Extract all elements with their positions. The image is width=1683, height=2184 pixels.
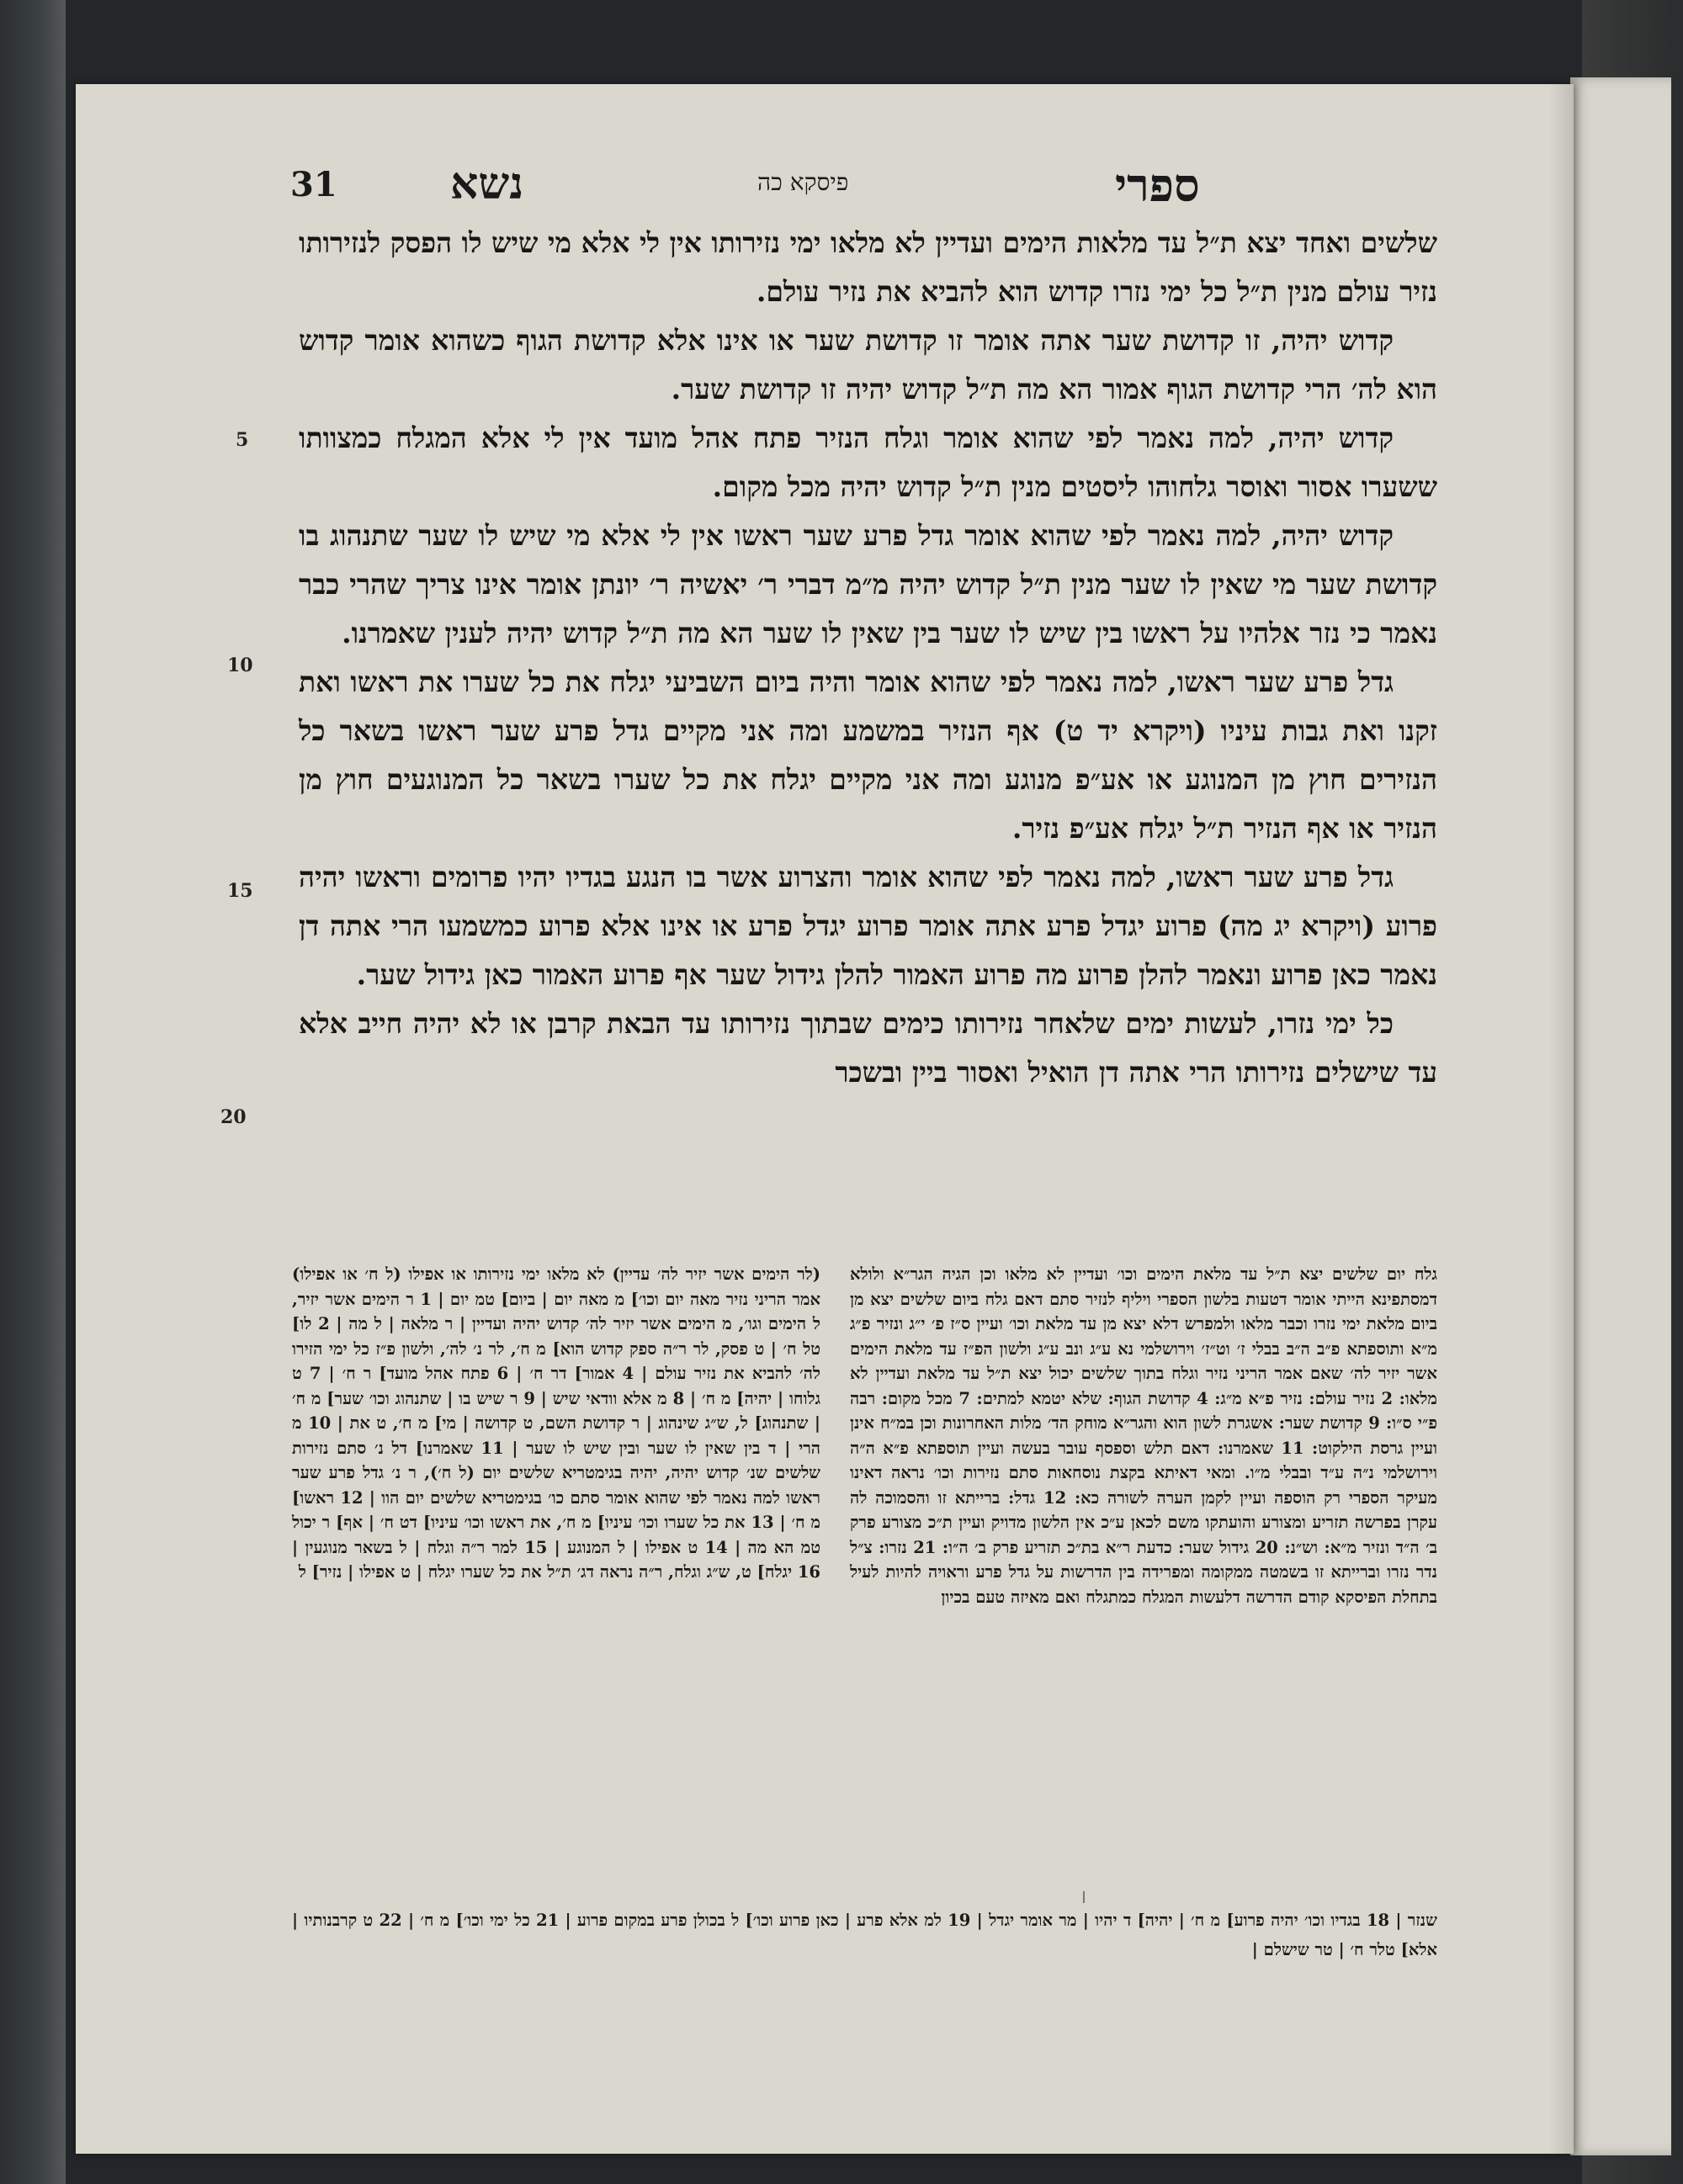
main-paragraph: קדוש יהיה, למה נאמר לפי שהוא אומר וגלח הנזיר פתח אהל מועד אין לי אלא המגלח כמצוותו ששערו אסור ואוסר גלחוהו ליסטים מנין ת״ל קדוש יהיה מכל מקום. (299, 421, 1437, 503)
main-paragraph: כל ימי נזרו, לעשות ימים שלאחר נזירותו כימים שבתוך נזירותו עד הבאת קרבן או לא יהיה חייב אלא עד שישלים נזירותו הרי אתה דן הואיל ואסור ביין ובשכר (299, 1007, 1437, 1089)
line-number: 15 (227, 880, 253, 902)
main-paragraph: גדל פרע שער ראשו, למה נאמר לפי שהוא אומר והצרוע אשר בו הנגע בגדיו יהיו פרומים וראשו יהיה פרוע (ויקרא יג מה) פרוע יגדל פרע אתה אומר פרוע יגדל פרע או אינו אלא פרוע כמשמעו הרי אתה דן נאמר כאן פרוע ונאמר להלן פרוע מה פרוע האמור להלן גידול שער אף פרוע האמור כאן גידול שער. (299, 861, 1437, 991)
line-number: 20 (220, 1106, 247, 1128)
next-page-edge (1570, 77, 1671, 2155)
main-paragraph: קדוש יהיה, למה נאמר לפי שהוא אומר גדל פרע שער ראשו אין לי אלא מי שיש לו שער שתנהוג בו קדושת שער מי שאין לו שער מנין ת״ל קדוש יהיה מ״מ דברי ר׳ יאשיה ר׳ יונתן אומר אינו צריך שהרי כבר נאמר כי נזר אלהיו על ראשו בין שיש לו שער בין שאין לו שער הא מה ת״ל קדוש יהיה לענין שאמרנו. (299, 519, 1437, 649)
parasha-name: נשא (450, 158, 524, 209)
book-page (76, 84, 1574, 2154)
line-number: 10 (227, 655, 253, 676)
page-number: 31 (290, 165, 337, 204)
textual-variants-bottom: שנזר | 18 בגדיו וכו׳ יהיה פרוע] מ ח׳ | יהיה] ד יהיו | מר אומר יגדל | 19 למ אלא פרע | כאן פרוע וכו׳] ל בכולן פרע במקום פרוע | 21 כל ימי וכו׳] מ ח׳ | 22 ט קרבנותיו | אלא] טלר ח׳ | טר שישלם | (292, 1911, 1437, 1959)
main-paragraph: גדל פרע שער ראשו, למה נאמר לפי שהוא אומר והיה ביום השביעי יגלח את כל שערו את ראשו ואת זקנו ואת גבות עיניו (ויקרא יד ט) אף הנזיר במשמע ומה אני מקיים גדל פרע שער ראשו בשאר כל הנזירים חוץ מן המנוגע או אע״פ מנוגע ומה אני מקיים יגלח את כל שערו בשאר כל המנוגעים חוץ מן הנזיר או אף הנזיר ת״ל יגלח אע״פ נזיר. (299, 665, 1437, 845)
pencil-mark (1083, 1891, 1085, 1903)
book-binding-left (0, 0, 66, 2184)
book-title: ספרי (1115, 158, 1200, 212)
line-number: 5 (236, 429, 249, 451)
main-paragraph: שלשים ואחד יצא ת״ל עד מלאות הימים ועדיין לא מלאו ימי נזירותו אין לי אלא מי שיש לו הפסק לנזירותו נזיר עולם מנין ת״ל כל ימי נזרו קדוש הוא להביא את נזיר עולם. (299, 226, 1437, 308)
main-text (299, 219, 1437, 1097)
main-paragraph: קדוש יהיה, זו קדושת שער אתה אומר זו קדושת שער או אינו אלא קדושת הגוף כשהוא אומר קדוש הוא לה׳ הרי קדושת הגוף אמור הא מה ת״ל קדוש יהיה זו קדושת שער. (299, 324, 1437, 406)
running-header (76, 158, 1574, 217)
piska-label: פיסקא כה (757, 168, 849, 196)
textual-variants: (לר הימים אשר יזיר לה׳ עדיין) לא מלאו ימי נזירותו או אפילו (ל ח׳ או אפילו) אמר הריני נזיר מאה יום וכו׳] מ מאה יום | ביום] טמ יום | 1 ר הימים אשר יזיר, ל הימים וגו׳, מ הימים אשר יזיר לה׳ קדוש יהיה ועדיין | ר מלאה | ל מה | 2 לו] טל ח׳ | ט פסק, לר ר״ה ספק קדוש הוא] מ ח׳, לר נ׳ לה׳, ולשון פ״ז כל ימי הזירו לה׳ להביא את נזיר עולם | 4 אמור] דר ח׳ | 6 פתח אהל מועד] ר ח׳ | 7 ט גלוחו | יהיה] מ ח׳ | 8 מ אלא וודאי שיש | 9 ר שיש בו | שתנהוג וכו׳ שער] מ ח׳ | שתנהוג] ל, ש״ג שינהוג | ר קדושת השם, ט קדושה | מי] מ ח׳, ט את | 10 מ הרי | ד בין שאין לו שער ובין שיש לו שער | 11 שאמרנו] דל נ׳ סתם נזירות שלשים שנ׳ קדוש יהיה, יהיה בגימטריא שלשים יום (ל ח׳), ר נ׳ גדל פרע שער ראשו למה נאמר לפי שהוא אומר סתם כו׳ בגימטריא שלשים יום הוו | 12 ראשו] מ ח׳ | 13 את כל שערו וכו׳ עיניו] מ ח׳, את ראשו וכו׳ עיניו] דט ח׳ | אף] ר יכול טמ הא מה | 14 ט אפילו | ל המנוגע | 15 למר ר״ה וגלח | ל בשאר מנוגעין | 16 יגלח] ט, ש״ג וגלח, ר״ה נראה דג׳ ת״ל את כל שערו יגלח | ט אפילו | נזיר] ל (292, 1264, 821, 1582)
commentary-notes: גלח יום שלשים יצא ת״ל עד מלאת הימים וכו׳ ועדיין לא מלאו וכן הגיה הגר״א ולולא דמסתפינא הייתי אומר דטעות בלשון הספרי ויליף לנזיר סתם דאם גלח ביום שלשים יצא מן ביום מלאת ימי נזרו וכבר מלאו ולמפרש דלא יצא מן עד מלאת וכו׳ ועיין ס״ז פ׳ י״ג ונזיר פ״ג מ״א ותוספתא פ״ב ה״ב בבלי ז׳ וט״ז׳ וירושלמי נא ע״ג ונב ע״ג ולשון הפ״ז עד מלאת הימים אשר יזיר לה׳ שאם אמר הריני נזיר וגלח בתוך שלשים יכול יצא ת״ל עד מלאת ועדיין לא מלאו: 2 נזיר עולם: נזיר פ״א מ״ג: 4 קדושת הגוף: שלא יטמא למתים: 7 מכל מקום: רבה פ״י ס״ו: 9 קדושת שער: אשגרת לשון הוא והגר״א מוחק הד׳ מלות האחרונות וכן במ״ח אינן ועיין גרסת הילקוט: 11 שאמרנו: דאם תלש וספסף עובר בעשה ועיין תוספתא פ״א ה״ה וירושלמי נ״ה ע״ד ובבלי מ״ו. ומאי דאיתא בקצת נוסחאות סתם נזירות וכו׳ נראה דאינו מעיקר הספרי רק הוספה ועיין לקמן הערה לשורה כא: 12 גדל: ברייתא זו והסמוכה לה עקרן בפרשה תזריע ומצורע והועתקו משם לכאן ע״כ אין הלשון מדויק ועיין ת״כ מצורע פרק ב׳ ה״ד ונזיר מ״א: וש״נ: 20 גידול שער: כדעת ר״א בת״כ תזריע פרק ב׳ ה״ו: 21 נזרו: צ״ל נדר נזרו וברייתא זו בשמטה ממקומה ומפרידה בין הדרשות על גדל פרע וראויה להיות לעיל בתחלת הפיסקא קודם הדרשה דלעשות המגלח כמתגלח ואם מאיזה טעם בכיון (850, 1264, 1437, 1607)
